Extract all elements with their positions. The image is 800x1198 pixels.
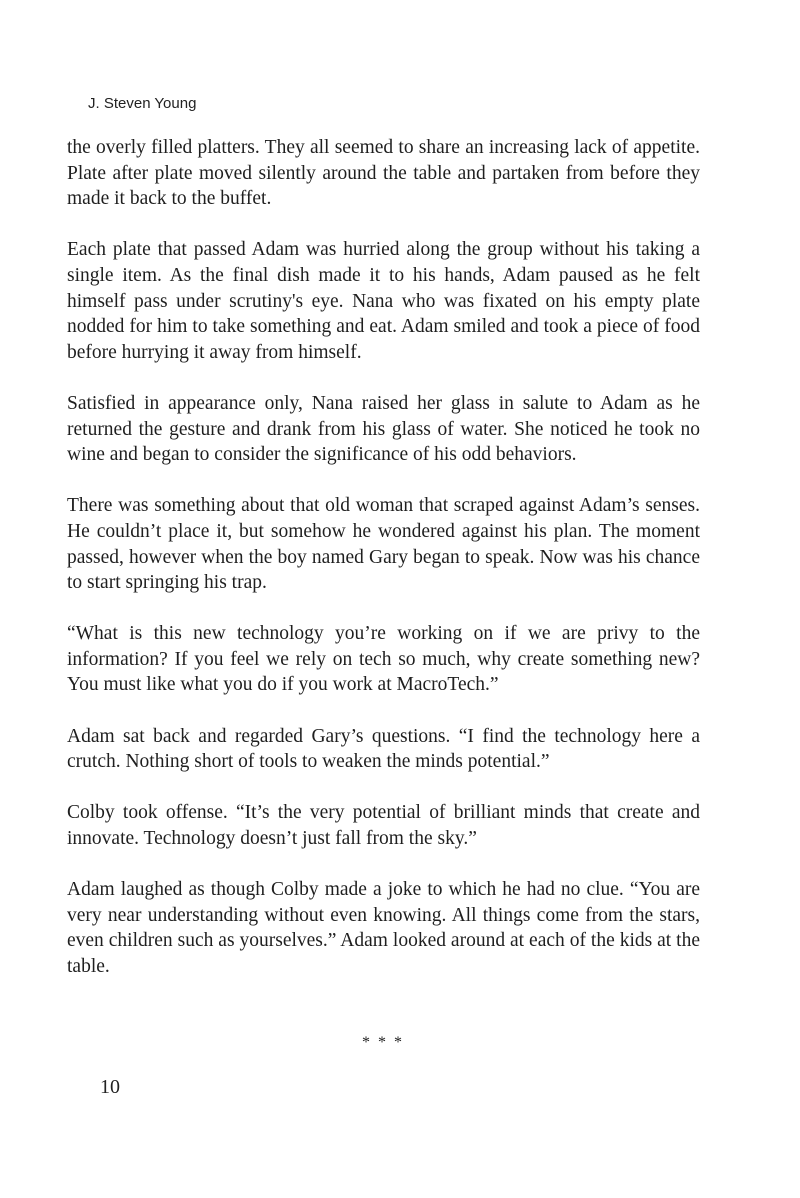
paragraph: Satisfied in appearance only, Nana raised her glass in salute to Adam as he returned the gesture and drank from his glass of water. She noticed he took no wine and began to consider the significance of his odd behaviors. bbox=[67, 392, 700, 466]
paragraph: the overly filled platters. They all seemed to share an increasing lack of appetite. Plate after plate moved silently around the table and partaken from before they made it back to the buffet. bbox=[67, 137, 700, 210]
paragraph: Colby took offense. “It’s the very potential of brilliant minds that create and innovate. Technology doesn’t just fall from the sky.” bbox=[67, 802, 700, 850]
running-header-author: J. Steven Young bbox=[88, 95, 197, 112]
paragraph: Adam sat back and regarded Gary’s questions. “I find the technology here a crutch. Nothing short of tools to weaken the minds potential.” bbox=[67, 725, 700, 773]
page-number: 10 bbox=[100, 1076, 120, 1098]
paragraph: “What is this new technology you’re working on if we are privy to the information? If you feel we rely on tech so much, why create something new? You must like what you do if you work at MacroTech.” bbox=[67, 623, 700, 696]
paragraph: Adam laughed as though Colby made a joke to which he had no clue. “You are very near understanding without even knowing. All things come from the stars, even children such as yourselves.” Adam looked around at each of the kids at the table. bbox=[67, 879, 700, 977]
scene-break: * * * bbox=[362, 1034, 404, 1051]
paragraph: Each plate that passed Adam was hurried along the group without his taking a single item. As the final dish made it to his hands, Adam paused as he felt himself pass under scrutiny's eye. Nana who was fixated on his empty plate nodded for him to take something and eat. Adam smiled and took a piece of food before hurrying it away from himself. bbox=[67, 239, 700, 363]
body-text bbox=[67, 135, 700, 980]
paragraph: There was something about that old woman that scraped against Adam’s senses. He couldn’t place it, but somehow he wondered against his plan. The moment passed, however when the boy named Gary began to speak. Now was his chance to start springing his trap. bbox=[67, 495, 700, 594]
